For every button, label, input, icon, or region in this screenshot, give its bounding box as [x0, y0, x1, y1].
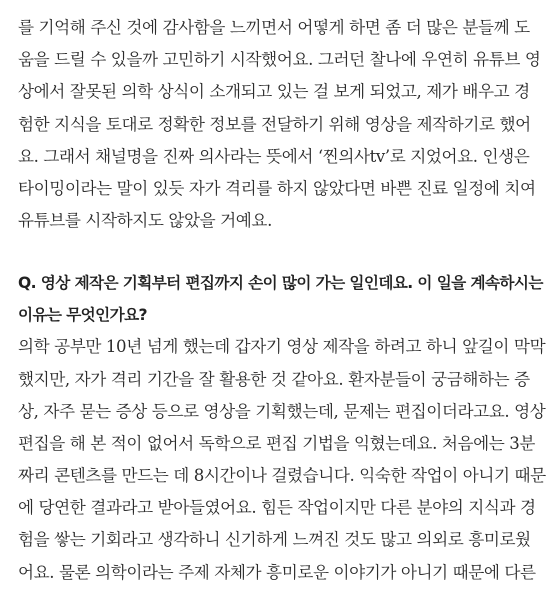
- article-body: [18, 12, 546, 589]
- text-line: 를 기억해 주신 것에 감사함을 느끼면서 어떻게 하면 좀 더 많은 분들께 도: [18, 18, 530, 37]
- text-line: 험한 지식을 토대로 정확한 정보를 전달하기 위해 영상을 제작하기로 했어: [18, 114, 531, 134]
- question-line: 이유는 무엇인가요?: [18, 306, 147, 325]
- text-line: 짜리 콘텐츠를 만드는 데 8시간이나 걸렸습니다. 익숙한 작업이 아니기 때문: [18, 466, 546, 486]
- text-line: 상, 자주 묻는 증상 등으로 영상을 기획했는데, 문제는 편집이더라고요. 영상: [18, 401, 546, 421]
- text-line: 움을 드릴 수 있을까 고민하기 시작했어요. 그러던 찰나에 우연히 유튜브 영: [18, 50, 541, 70]
- paragraph-gap: [18, 237, 546, 267]
- text-line: 했지만, 자가 격리 기간을 잘 활용한 것 같아요. 환자분들이 궁금해하는 증: [18, 369, 530, 389]
- interview-question: [18, 267, 546, 331]
- text-line: 편집을 해 본 적이 없어서 독학으로 편집 기법을 익혔는데요. 처음에는 3분: [18, 433, 536, 453]
- text-line: 험을 쌓는 기회라고 생각하니 신기하게 느껴진 것도 많고 의외로 흥미로웠: [18, 530, 531, 550]
- text-line: 의학 공부만 10년 넘게 했는데 갑자기 영상 제작을 하려고 하니 앞길이 막막: [18, 337, 546, 357]
- text-line: 에 당연한 결과라고 받아들였어요. 힘든 작업이지만 다른 분야의 지식과 경: [18, 498, 536, 518]
- text-line: 상에서 잘못된 의학 상식이 소개되고 있는 걸 보게 되었고, 제가 배우고 경: [18, 82, 530, 102]
- text-line: 타이밍이라는 말이 있듯 자가 격리를 하지 않았다면 바쁜 진료 일정에 치여: [18, 178, 536, 198]
- paragraph-answer: [18, 331, 546, 589]
- text-line: 요. 그래서 채널명을 진짜 의사라는 뜻에서 ‘찐의사tv’로 지었어요. 인생은: [18, 146, 530, 166]
- text-line: 어요. 물론 의학이라는 주제 자체가 흥미로운 이야기가 아니기 때문에 다른: [18, 562, 536, 582]
- paragraph-intro: [18, 12, 546, 237]
- question-line: Q. 영상 제작은 기획부터 편집까지 손이 많이 가는 일인데요. 이 일을 계속하시는: [18, 274, 543, 293]
- text-line: 유튜브를 시작하지도 않았을 거예요.: [18, 211, 272, 231]
